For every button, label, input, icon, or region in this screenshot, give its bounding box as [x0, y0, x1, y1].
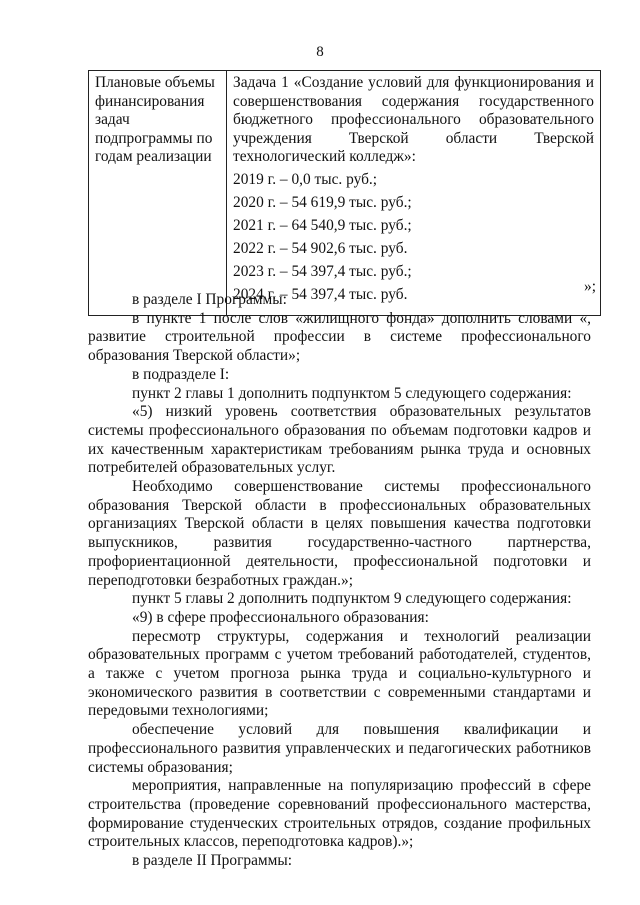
paragraph: пункт 2 главы 1 дополнить подпунктом 5 следующего содержания:	[132, 384, 572, 402]
amount-2022: 2022 г. – 54 902,6 тыс. руб.	[233, 239, 408, 257]
paragraph: Необходимо совершенствование системы профессионального образования Тверской области в профессиональных образовательных организациях Тверской области в целях повышения качества подготовки выпускников, развития государственно-частного партнерства, профориентационной деятельности, профессиональной подготовки и переподготовки безработных граждан.»;	[88, 478, 591, 589]
paragraph: «5) низкий уровень соответствия образовательных результатов системы профессионального образования по объемам подготовки кадров и их качественным характеристикам требованиям рынка труда и основных потребителей образовательных услуг.	[88, 403, 591, 477]
paragraph: в подразделе I:	[132, 365, 230, 383]
financing-label-cell: Плановые объемы финансирования задач подпрограммы по годам реализации	[89, 71, 227, 316]
amount-2024: 2024 г. – 54 397,4 тыс. руб.	[233, 285, 408, 303]
paragraph: в разделе I Программы:	[132, 291, 287, 308]
financing-values-cell	[227, 71, 601, 316]
paragraph: в разделе II Программы:	[132, 852, 293, 870]
paragraph: мероприятия, направленные на популяризацию профессий в сфере строительства (проведение соревнований профессионального мастерства, формирование студенческих строительных отрядов, создание профильных строительных классов, переподготовка кадров).»;	[88, 777, 591, 851]
page-number: 8	[316, 44, 324, 60]
amount-2020: 2020 г. – 54 619,9 тыс. руб.;	[233, 193, 412, 211]
financing-table-row	[89, 71, 601, 316]
paragraph: пересмотр структуры, содержания и технологий реализации образовательных программ с учетом требований работодателей, студентов, а также с учетом прогноза рынка труда и социально-культурного и экономического развития в соответствии с современными стандартами и передовыми технологиями;	[88, 627, 591, 720]
document-body	[88, 291, 591, 871]
paragraph: пункт 5 главы 2 дополнить подпунктом 9 следующего содержания:	[132, 590, 572, 608]
closing-quote-mark: »;	[584, 278, 596, 295]
paragraph: в пункте 1 после слов «жилищного фонда» дополнить словами «, развитие строительной профессии в системе профессионального образования Тверской области»;	[88, 309, 591, 365]
amount-2021: 2021 г. – 64 540,9 тыс. руб.;	[233, 216, 412, 234]
financing-table	[88, 70, 601, 316]
paragraph: обеспечение условий для повышения квалификации и профессионального развития управленческих и педагогических работников системы образования;	[88, 721, 591, 776]
amount-2019: 2019 г. – 0,0 тыс. руб.;	[233, 170, 378, 188]
task-description: Задача 1 «Создание условий для функционирования и совершенствования содержания государственного бюджетного профессионального образовательного учреждения Тверской области Тверской технологический колледж»:	[233, 74, 594, 166]
yearly-amounts	[233, 168, 594, 306]
paragraph: «9) в сфере профессионального образования:	[132, 608, 429, 626]
amount-2023: 2023 г. – 54 397,4 тыс. руб.;	[233, 262, 412, 280]
